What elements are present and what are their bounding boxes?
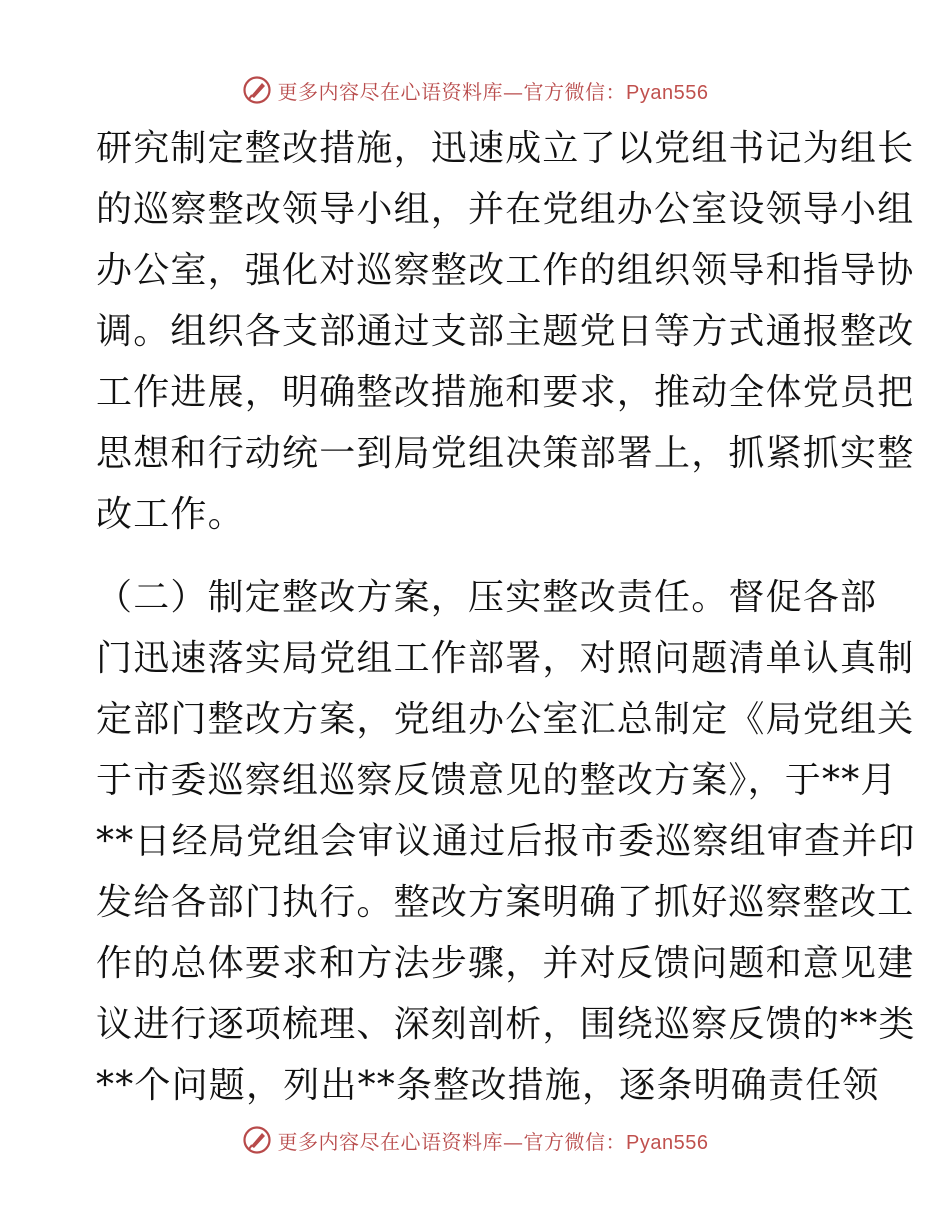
text-line: 的巡察整改领导小组，并在党组办公室设领导小组 [96,189,915,230]
text-line: （二）制定整改方案，压实整改责任。督促各部 [96,577,878,618]
footer-watermark-text: 更多内容尽在心语资料库—官方微信：Pyan556 [277,1129,709,1154]
text-line: 办公室，强化对巡察整改工作的组织领导和指导协 [96,250,915,291]
quill-seal-icon [242,75,272,105]
text-line: 思想和行动统一到局党组决策部署上，抓紧抓实整 [96,433,915,474]
footer-watermark [0,1122,950,1158]
text-line: **日经局党组会审议通过后报市委巡察组审查并印 [96,821,916,862]
text-line: 议进行逐项梳理、深刻剖析，围绕巡察反馈的**类 [96,1004,916,1045]
text-line: 改工作。 [96,494,245,535]
header-watermark-text: 更多内容尽在心语资料库—官方微信：Pyan556 [277,79,709,104]
text-line: 发给各部门执行。整改方案明确了抓好巡察整改工 [96,882,915,923]
paragraph-2 [96,567,916,1116]
header-watermark [0,72,950,108]
paragraph-1 [96,118,915,545]
document-body [96,118,916,1116]
text-line: 于市委巡察组巡察反馈意见的整改方案》，于**月 [96,760,898,801]
text-line: 门迅速落实局党组工作部署，对照问题清单认真制 [96,638,915,679]
footer-wechat-id: Pyan556 [626,1131,709,1154]
text-line: 研究制定整改措施，迅速成立了以党组书记为组长 [96,128,915,169]
text-line: 调。组织各支部通过支部主题党日等方式通报整改 [96,311,915,352]
text-line: **个问题，列出**条整改措施，逐条明确责任领 [96,1065,880,1106]
quill-seal-icon [242,1125,272,1155]
text-line: 作的总体要求和方法步骤，并对反馈问题和意见建 [96,943,915,984]
text-line: 工作进展，明确整改措施和要求，推动全体党员把 [96,372,915,413]
header-wechat-id: Pyan556 [626,81,709,104]
text-line: 定部门整改方案，党组办公室汇总制定《局党组关 [96,699,915,740]
